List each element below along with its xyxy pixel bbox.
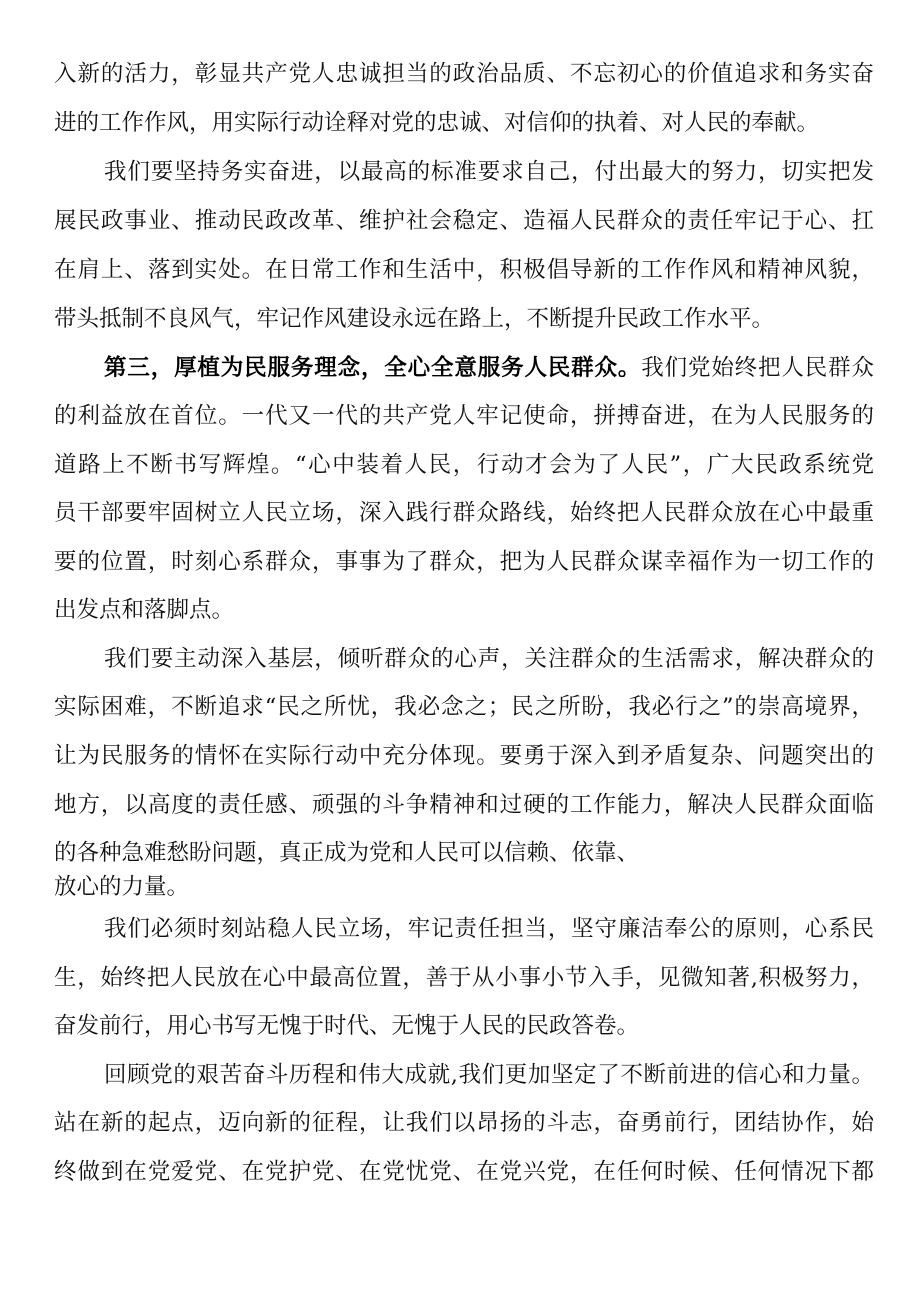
text-line: 生，始终把人民放在心中最高位置，善于从小事小节入手，见微知著,积极努力， xyxy=(54,965,874,991)
section-heading: 第三，厚植为民服务理念，全心全意服务人民群众。 xyxy=(104,355,642,381)
text-line: 让为民服务的情怀在实际行动中充分体现。要勇于深入到矛盾复杂、问题突出的 xyxy=(54,743,874,769)
text-line: 我们要坚持务实奋进，以最高的标准要求自己，付出最大的努力，切实把发 xyxy=(104,159,874,185)
text-line: 展民政事业、推动民政改革、维护社会稳定、造福人民群众的责任牢记于心、扛 xyxy=(54,208,874,234)
text-span: 我们党始终把人民群众 xyxy=(641,355,874,381)
text-line: 出发点和落脚点。 xyxy=(54,597,235,623)
text-line: 我们必须时刻站稳人民立场，牢记责任担当，坚守廉洁奉公的原则，心系民 xyxy=(104,916,874,942)
text-line: 奋发前行，用心书写无愧于时代、无愧于人民的民政答卷。 xyxy=(54,1013,640,1039)
text-line: 回顾党的艰苦奋斗历程和伟大成就,我们更加坚定了不断前进的信心和力量。 xyxy=(104,1062,874,1088)
text-line xyxy=(104,353,874,383)
text-line: 的各种急难愁盼问题，真正成为党和人民可以信赖、依靠、 xyxy=(54,840,640,866)
text-line: 地方，以高度的责任感、顽强的斗争精神和过硬的工作能力，解决人民群众面临 xyxy=(54,792,874,818)
text-line: 带头抵制不良风气，牢记作风建设永远在路上，不断提升民政工作水平。 xyxy=(54,306,775,332)
text-line: 我们要主动深入基层，倾听群众的心声，关注群众的生活需求，解决群众的 xyxy=(104,646,874,672)
text-line: 员干部要牢固树立人民立场，深入践行群众路线，始终把人民群众放在心中最重 xyxy=(54,500,874,526)
text-line: 要的位置，时刻心系群众，事事为了群众，把为人民群众谋幸福作为一切工作的 xyxy=(54,549,874,575)
text-line: 实际困难，不断追求“民之所忧，我必念之；民之所盼，我必行之”的崇高境界， xyxy=(54,694,874,720)
text-line: 站在新的起点，迈向新的征程，让我们以昂扬的斗志，奋勇前行，团结协作，始 xyxy=(54,1110,874,1136)
text-line: 进的工作作风，用实际行动诠释对党的忠诚、对信仰的执着、对人民的奉献。 xyxy=(54,110,820,136)
text-line: 在肩上、落到实处。在日常工作和生活中，积极倡导新的工作作风和精神风貌， xyxy=(54,257,874,283)
text-line: 终做到在党爱党、在党护党、在党忧党、在党兴党，在任何时候、任何情况下都 xyxy=(54,1159,874,1185)
text-line: 入新的活力，彰显共产党人忠诚担当的政治品质、不忘初心的价值追求和务实奋 xyxy=(54,61,874,87)
text-line: 放心的力量。 xyxy=(54,874,190,900)
text-line: 道路上不断书写辉煌。“心中装着人民，行动才会为了人民”，广大民政系统党 xyxy=(54,452,874,478)
text-line: 的利益放在首位。一代又一代的共产党人牢记使命，拼搏奋进，在为人民服务的 xyxy=(54,403,874,429)
